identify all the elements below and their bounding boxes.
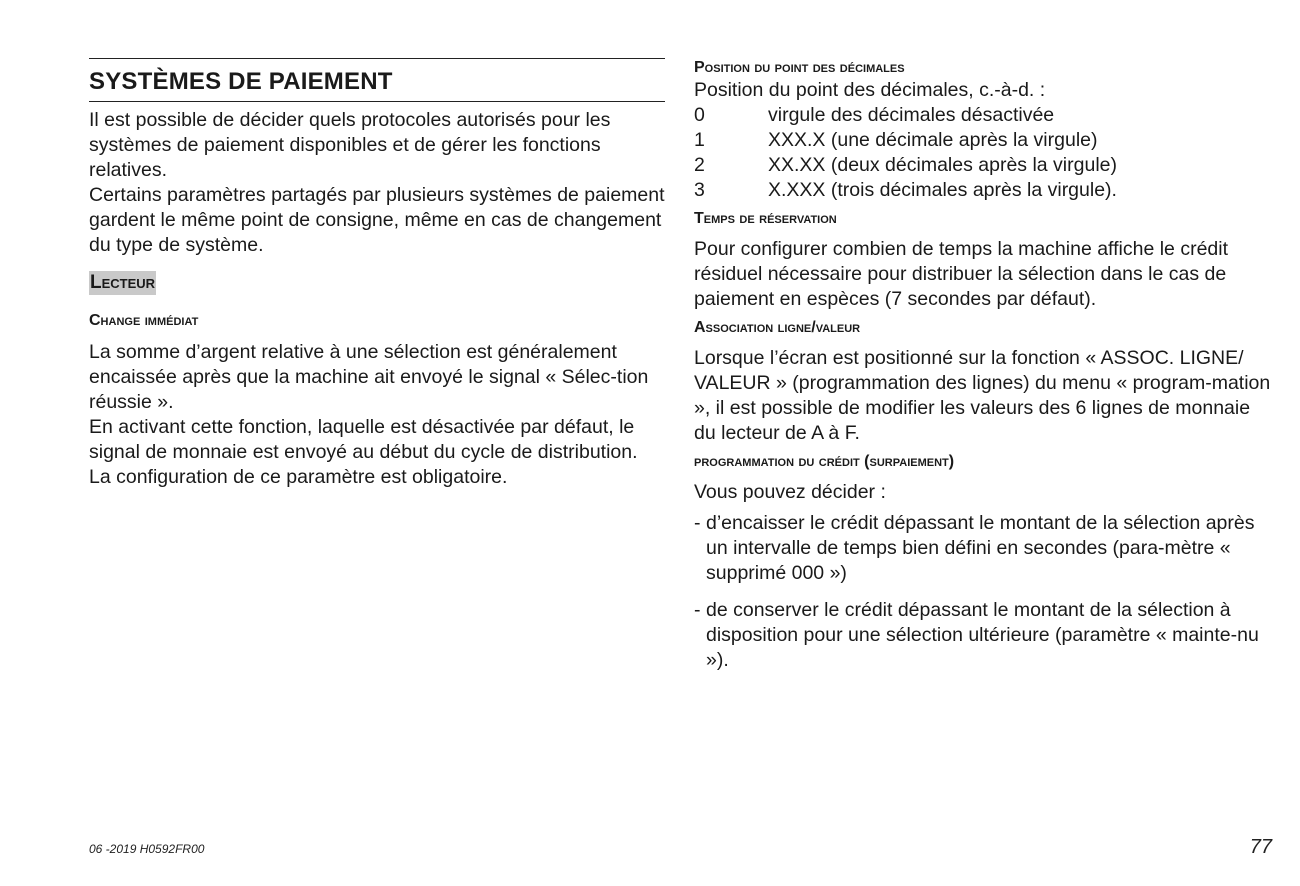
decimal-option — [694, 153, 1274, 178]
decimal-option-text: XX.XX (deux décimales après la virgule) — [768, 154, 1117, 176]
page-title: SYSTÈMES DE PAIEMENT — [89, 59, 665, 102]
decimal-option-text: virgule des décimales désactivée — [768, 104, 1055, 126]
document-code: 06 -2019 H0592FR00 — [89, 842, 205, 856]
section-heading-lecteur: Lecteur — [90, 272, 156, 293]
reservation-heading: Temps de réservation — [694, 210, 837, 227]
intro-paragraph-2: Certains paramètres partagés par plusieurs systèmes de paiement gardent le même point de consigne, même en cas de changement du type de système. — [89, 184, 665, 256]
decimal-option-text: XXX.X (une décimale après la virgule) — [768, 129, 1098, 151]
association-paragraph: Lorsque l’écran est positionné sur la fonction « ASSOC. LIGNE/ VALEUR » (programmation des lignes) du menu « program-mation », il est possible de modifier les valeurs des 6 lignes de monnaie du lecteur de A à F. — [694, 347, 1271, 444]
change-paragraph-2: En activant cette fonction, laquelle est désactivée par défaut, le signal de monnaie est envoyé au début du cycle de distribution. — [89, 416, 638, 463]
credit-intro: Vous pouvez décider : — [694, 481, 886, 503]
bullet-dash: - — [694, 512, 701, 534]
bullet-dash: - — [694, 599, 701, 621]
change-paragraph-1: La somme d’argent relative à une sélection est généralement encaissée après que la machine ait envoyé le signal « Sélec-tion réussie ». — [89, 341, 649, 413]
decimal-option-key: 1 — [694, 129, 705, 151]
association-heading: Association ligne/valeur — [694, 319, 861, 336]
decimal-intro: Position du point des décimales, c.-à-d. : — [694, 79, 1046, 101]
left-column — [89, 58, 665, 490]
decimal-option — [694, 178, 1274, 203]
change-paragraph-3: La configuration de ce paramètre est obligatoire. — [89, 466, 508, 488]
credit-bullet-text: de conserver le crédit dépassant le montant de la sélection à disposition pour une sélection ultérieure (paramètre « mainte-nu »). — [706, 599, 1259, 671]
intro-paragraph-1: Il est possible de décider quels protocoles autorisés pour les systèmes de paiement disponibles et de gérer les fonctions relatives. — [89, 109, 611, 181]
decimal-option-key: 3 — [694, 179, 705, 201]
credit-bullet-text: d’encaisser le crédit dépassant le montant de la sélection après un intervalle de temps bien défini en secondes (para-mètre « supprimé 000 ») — [706, 512, 1255, 584]
decimal-option-key: 0 — [694, 104, 705, 126]
decimal-option — [694, 128, 1274, 153]
change-immediat-heading: Change immédiat — [89, 312, 199, 329]
reservation-paragraph: Pour configurer combien de temps la machine affiche le crédit résiduel nécessaire pour distribuer la sélection dans le cas de paiement en espèces (7 secondes par défaut). — [694, 238, 1229, 310]
credit-bullet — [694, 511, 1274, 586]
decimal-heading: Position du point des décimales — [694, 59, 905, 76]
decimal-option-key: 2 — [694, 154, 705, 176]
decimal-option — [694, 103, 1274, 128]
credit-bullet — [694, 598, 1274, 673]
decimal-option-text: X.XXX (trois décimales après la virgule). — [768, 179, 1117, 201]
credit-heading: programmation du crédit (surpaiement) — [694, 453, 955, 470]
right-column — [694, 58, 1274, 673]
page-number: 77 — [1249, 836, 1272, 858]
decimal-options-list — [694, 103, 1274, 203]
